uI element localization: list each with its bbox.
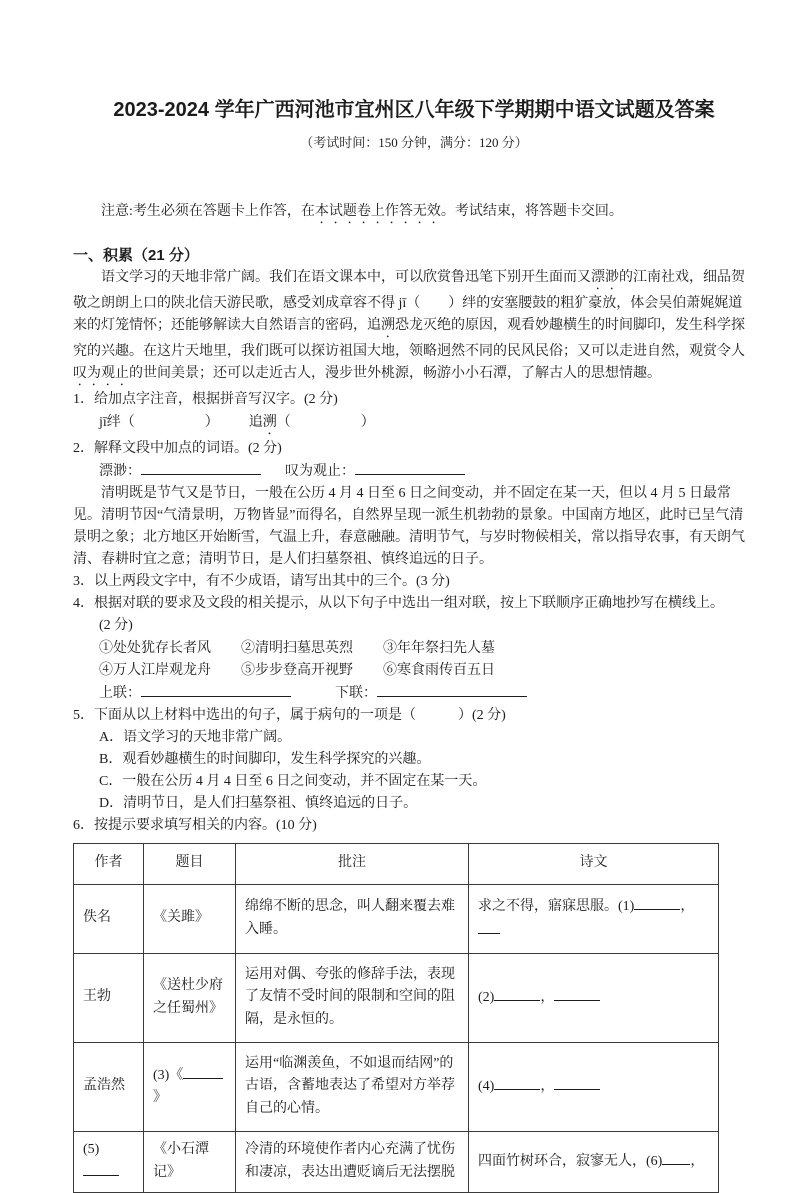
shanglian-label: 上联： <box>99 685 141 701</box>
cell-title: 《送杜少府之任蜀州》 <box>144 953 236 1042</box>
answer-blank <box>183 1064 223 1079</box>
cell-note: 运用对偶、夸张的修辞手法，表现了友情不受时间的限制和空间的阻隔，是永恒的。 <box>236 953 469 1042</box>
xialian-label: 下联： <box>335 685 377 701</box>
question-3: 3．以上两段文字中，有不少成语，请写出其中的三个。(3 分) <box>73 574 450 590</box>
question-2-answer-line <box>99 460 755 483</box>
answer-blank <box>141 460 261 475</box>
verse-comma: ， <box>540 1078 555 1094</box>
author-text: (5) <box>83 1141 100 1157</box>
cell-verse <box>469 953 719 1042</box>
header-author: 作者 <box>74 843 144 884</box>
answer-blank <box>494 1075 540 1090</box>
verse-text: (2) <box>478 989 495 1005</box>
couplet-option-2: ②清明扫墓思英烈 <box>241 640 353 656</box>
header-title: 题目 <box>144 843 236 884</box>
couplet-option-6: ⑥寒食雨传百五日 <box>383 662 495 678</box>
pinyin-item-zhuisu-post: （ ） <box>276 414 375 430</box>
question-4-label: 4．根据对联的要求及文段的相关提示，从以下句子中选出一组对联，按上下联顺序正确地抄写在横线上。 <box>73 596 724 612</box>
question-5-label: 5．下面从以上材料中选出的句子，属于病句的一项是（ ）(2 分) <box>73 707 506 723</box>
question-4 <box>73 593 755 705</box>
choice-option-a: A．语文学习的天地非常广阔。 <box>99 729 292 745</box>
title-text-end: 》 <box>153 1090 167 1106</box>
question-2-label: 2．解释文段中加点的词语。(2 分) <box>73 440 282 456</box>
choice-option-c: C．一般在公历 4 月 4 日至 6 日之间变动，并不固定在某一天。 <box>99 774 487 790</box>
qingming-paragraph: 清明既是节气又是节日，一般在公历 4 月 4 日至 6 日之间变动，并不固定在某一天，但以 4 月 5 日最常见。清明节因“气清景明，万物皆显”而得名，自然界呈现一派生机勃勃的景象。中国南方地区，此时已呈气清景明之象；北方地区开始断雪，气温上升，春意融融。清明节气，与岁时物候相关，常以指导农事，有天朗气清、春耕时宜之意；清明节日，是人们扫墓祭祖、慎终追远的日子。 <box>73 485 745 568</box>
verse-comma: ， <box>680 899 695 915</box>
cell-verse <box>469 1131 719 1192</box>
intro-seg-c: 恐龙灭绝的原因，观看妙趣横生的时间脚印，发生科学探究的兴趣。在这片天地里，我们既可以探访祖国大地，领略迥然不同的民风民俗；又可以走进自然，观赏令人 <box>73 318 745 360</box>
cell-title: 《关雎》 <box>144 884 236 953</box>
verse-comma: ， <box>690 1153 705 1169</box>
intro-seg-d: 的世间美景；还可以走近古人，漫步世外桃源，畅游小小石潭，了解古人的思想情趣。 <box>129 366 661 382</box>
exam-notice <box>73 201 755 227</box>
cell-verse <box>469 884 719 953</box>
exam-meta: （考试时间：150 分钟，满分：120 分） <box>300 135 528 150</box>
notice-text-emphasized: 本试题卷上作答无效 <box>314 203 441 219</box>
answer-blank <box>494 986 540 1001</box>
table-header-row <box>74 843 719 884</box>
intro-paragraph <box>73 267 755 389</box>
question-1-label: 1．给加点字注音，根据拼音写汉字。(2 分) <box>73 392 338 408</box>
intro-emphasis-tanweiguanzhi: 叹为观止 <box>73 366 129 382</box>
pinyin-item-zhuisu-pre: 追 <box>248 414 263 430</box>
couplet-options-row-1 <box>99 638 755 660</box>
intro-emphasis-piaomiao: 漂渺 <box>591 270 619 286</box>
pinyin-item-zhuisu-dotted: 溯 <box>262 414 277 430</box>
couplet-option-1: ①处处犹存长者风 <box>99 640 211 656</box>
answer-blank <box>141 682 291 697</box>
cell-note: 运用“临渊羡鱼，不如退而结网”的古语，含蓄地表达了希望对方举荐自己的心情。 <box>236 1042 469 1131</box>
question-5 <box>73 705 755 816</box>
title-text: (3)《 <box>153 1067 184 1083</box>
verse-comma: ， <box>540 989 555 1005</box>
cell-note: 冷清的环境使作者内心充满了忧伤和凄凉，表达出遭贬谪后无法摆脱 <box>236 1131 469 1192</box>
cell-author: 王勃 <box>74 953 144 1042</box>
couplet-option-4: ④万人江岸观龙舟 <box>99 662 211 678</box>
pinyin-item-jiban: jī绊（ ） <box>99 414 219 430</box>
answer-blank <box>554 1075 600 1090</box>
notice-text-pre: 注意:考生必须在答题卡上作答，在 <box>101 203 315 219</box>
table-row-menghaoran <box>74 1042 719 1131</box>
question-1-answer-line <box>99 412 755 438</box>
answer-blank <box>83 1161 119 1176</box>
choice-option-d: D．清明节日，是人们扫墓祭祖、慎终追远的日子。 <box>99 796 418 812</box>
verse-text: 四面竹树环合，寂寥无人，(6) <box>478 1153 663 1169</box>
intro-seg-a: 语文学习的天地非常广阔。我们在语文课本中，可以欣赏鲁迅笔下别开生面而又 <box>101 270 591 286</box>
section-heading-accumulation: 一、积累（21 分） <box>73 246 199 264</box>
choice-option-b: B．观看妙趣横生的时间脚印，发生科学探究的兴趣。 <box>99 752 431 768</box>
cell-title: 《小石潭记》 <box>144 1131 236 1192</box>
question-1 <box>73 389 755 437</box>
header-note: 批注 <box>236 843 469 884</box>
couplet-option-3: ③年年祭扫先人墓 <box>383 640 495 656</box>
answer-blank <box>377 682 527 697</box>
answer-blank <box>662 1150 690 1165</box>
header-verse: 诗文 <box>469 843 719 884</box>
cell-verse <box>469 1042 719 1131</box>
exam-title: 2023-2024 学年广西河池市宜州区八年级下学期期中语文试题及答案 <box>113 99 715 121</box>
question-2 <box>73 438 755 483</box>
intro-emphasis-su: 溯 <box>381 318 395 334</box>
couplet-options-row-2 <box>99 660 755 682</box>
answer-blank <box>554 986 600 1001</box>
verse-text: 求之不得，寤寐思服。(1) <box>478 899 635 915</box>
answer-blank <box>478 919 500 934</box>
question-4-score: (2 分) <box>99 618 133 634</box>
cell-author <box>74 1131 144 1192</box>
cell-author: 孟浩然 <box>74 1042 144 1131</box>
table-row-xiaoshitanji <box>74 1131 719 1192</box>
answer-blank <box>634 895 680 910</box>
table-row-guanju <box>74 884 719 953</box>
answer-blank <box>355 460 465 475</box>
question-6: 6．按提示要求填写相关的内容。(10 分) <box>73 818 317 834</box>
table-row-songdushaofu <box>74 953 719 1042</box>
couplet-option-5: ⑤步步登高开视野 <box>241 662 353 678</box>
verse-text: (4) <box>478 1078 495 1094</box>
intro-seg-b: 的江南社戏，细品贺敬之朗朗上口的陕北信天游民歌，感受刘成章容不得 jī（ ）绊的安塞腰鼓的粗犷豪放，体会吴伯萧娓娓道来的灯笼情怀；还能够解读大自然语言的密码，追 <box>73 270 745 334</box>
cell-note: 绵绵不断的思念，叫人翻来覆去难入睡。 <box>236 884 469 953</box>
poetry-table <box>73 843 719 1193</box>
term-tanweiguanzhi: 叹为观止： <box>285 463 355 479</box>
cell-author: 佚名 <box>74 884 144 953</box>
term-piaomiao: 漂渺： <box>99 463 141 479</box>
notice-text-post: 。考试结束，将答题卡交回。 <box>440 203 623 219</box>
couplet-answer-line <box>99 682 755 705</box>
cell-title <box>144 1042 236 1131</box>
